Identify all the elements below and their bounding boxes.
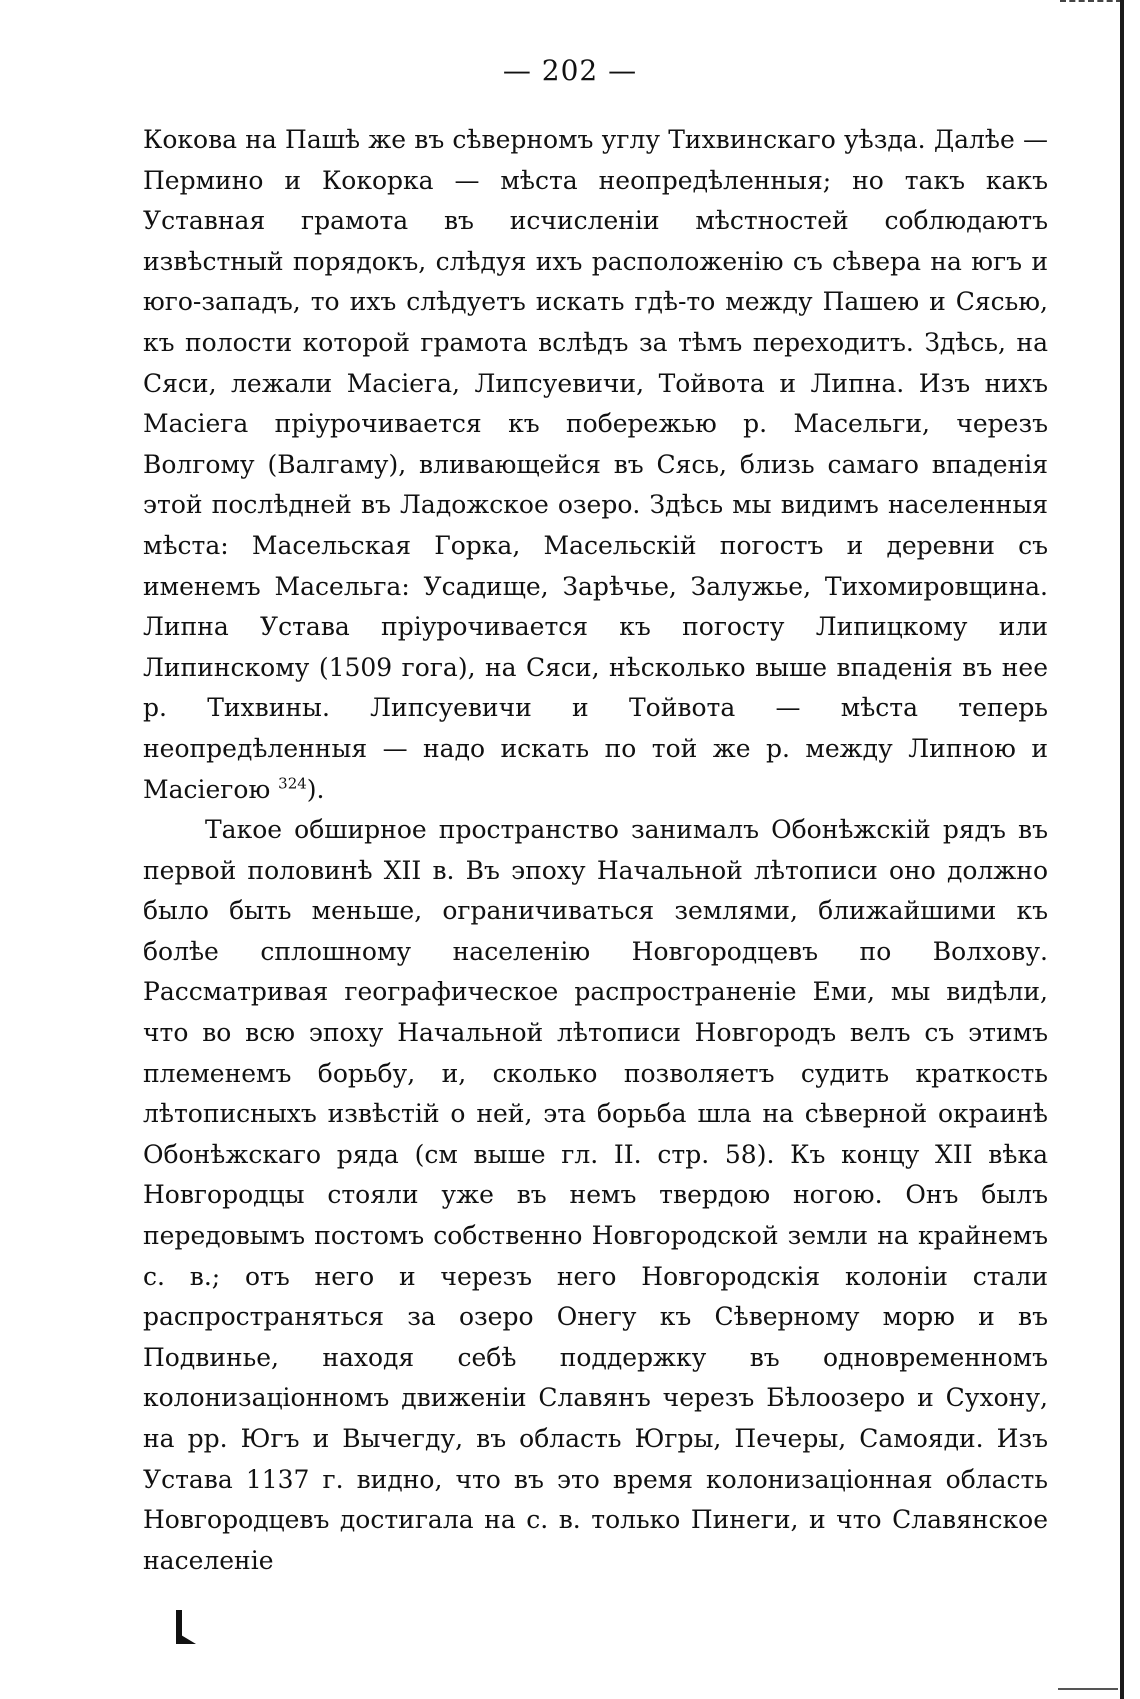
paragraph-2: Такое обширное пространство занималъ Обонѣжскій рядъ въ первой половинѣ XII в. Въ эпоху Начальной лѣтописи оно должно было быть меньше, ограничиваться землями, ближайшими къ болѣе сплошному населенію Новгородцевъ по Волхову. Рассматривая географическое распространеніе Еми, мы видѣли, что во всю эпоху Начальной лѣтописи Новгородъ велъ съ этимъ племенемъ борьбу, и, сколько позволяетъ судить краткость лѣтописныхъ извѣстій о ней, эта борьба шла на сѣверной окраинѣ Обонѣжскаго ряда (см выше гл. II. стр. 58). Къ концу XII вѣка Новгородцы стояли уже въ немъ твердою ногою. Онъ былъ передовымъ постомъ собственно Новгородской земли на крайнемъ с. в.; отъ него и черезъ него Новгородскія колоніи стали распространяться за озеро Онегу къ Сѣверному морю и въ Подвинье, находя себѣ поддержку въ одновременномъ колонизаціонномъ движеніи Славянъ черезъ Бѣлоозеро и Сухону, на рр. Югъ и Вычегду, въ область Югры, Печеры, Самояди. Изъ Устава 1137 г. видно, что въ это время колонизаціонная область Новгородцевъ достигала на с. в. только Пинеги, и что Славянское населеніе: [143, 815, 1048, 1575]
page-number: — 202 —: [502, 54, 638, 87]
paragraph-1-text: Кокова на Пашѣ же въ сѣверномъ углу Тихвинскаго уѣзда. Далѣе — Пермино и Кокорка — мѣста неопредѣленныя; но такъ какъ Уставная грамота въ исчисленіи мѣстностей соблюдаютъ извѣстный порядокъ, слѣдуя ихъ расположенію съ сѣвера на югъ и юго-западъ, то ихъ слѣдуетъ искать гдѣ-то между Пашею и Сясью, къ полости которой грамота вслѣдъ за тѣмъ переходитъ. Здѣсь, на Сяси, лежали Масіега, Липсуевичи, Тойвота и Липна. Изъ нихъ Масіега пріурочивается къ побережью р. Масельги, черезъ Волгому (Валгаму), вливающейся въ Сясь, близь самаго впаденія этой послѣдней въ Ладожское озеро. Здѣсь мы видимъ населенныя мѣста: Масельская Горка, Масельскій погостъ и деревни съ именемъ Масельга: Усадище, Зарѣчье, Залужье, Тихомировщина. Липна Устава пріурочивается къ погосту Липицкому или Липинскому (1509 гога), на Сяси, нѣсколько выше впаденія въ нее р. Тихвины. Липсуевичи и Тойвота — мѣста теперь неопредѣленныя — надо искать по той же р. между Липною и Масіегою: [143, 125, 1048, 804]
paragraph-1: [143, 120, 1048, 810]
footnote-reference[interactable]: 324: [278, 774, 307, 793]
paragraph-1-tail: ).: [306, 774, 325, 804]
scan-bottom-mark: [1058, 1688, 1118, 1690]
scan-edge-marks: [1060, 0, 1122, 12]
printer-corner-mark: [176, 1610, 196, 1644]
scan-right-border: [1120, 0, 1124, 1699]
body-text: [143, 120, 1048, 1581]
